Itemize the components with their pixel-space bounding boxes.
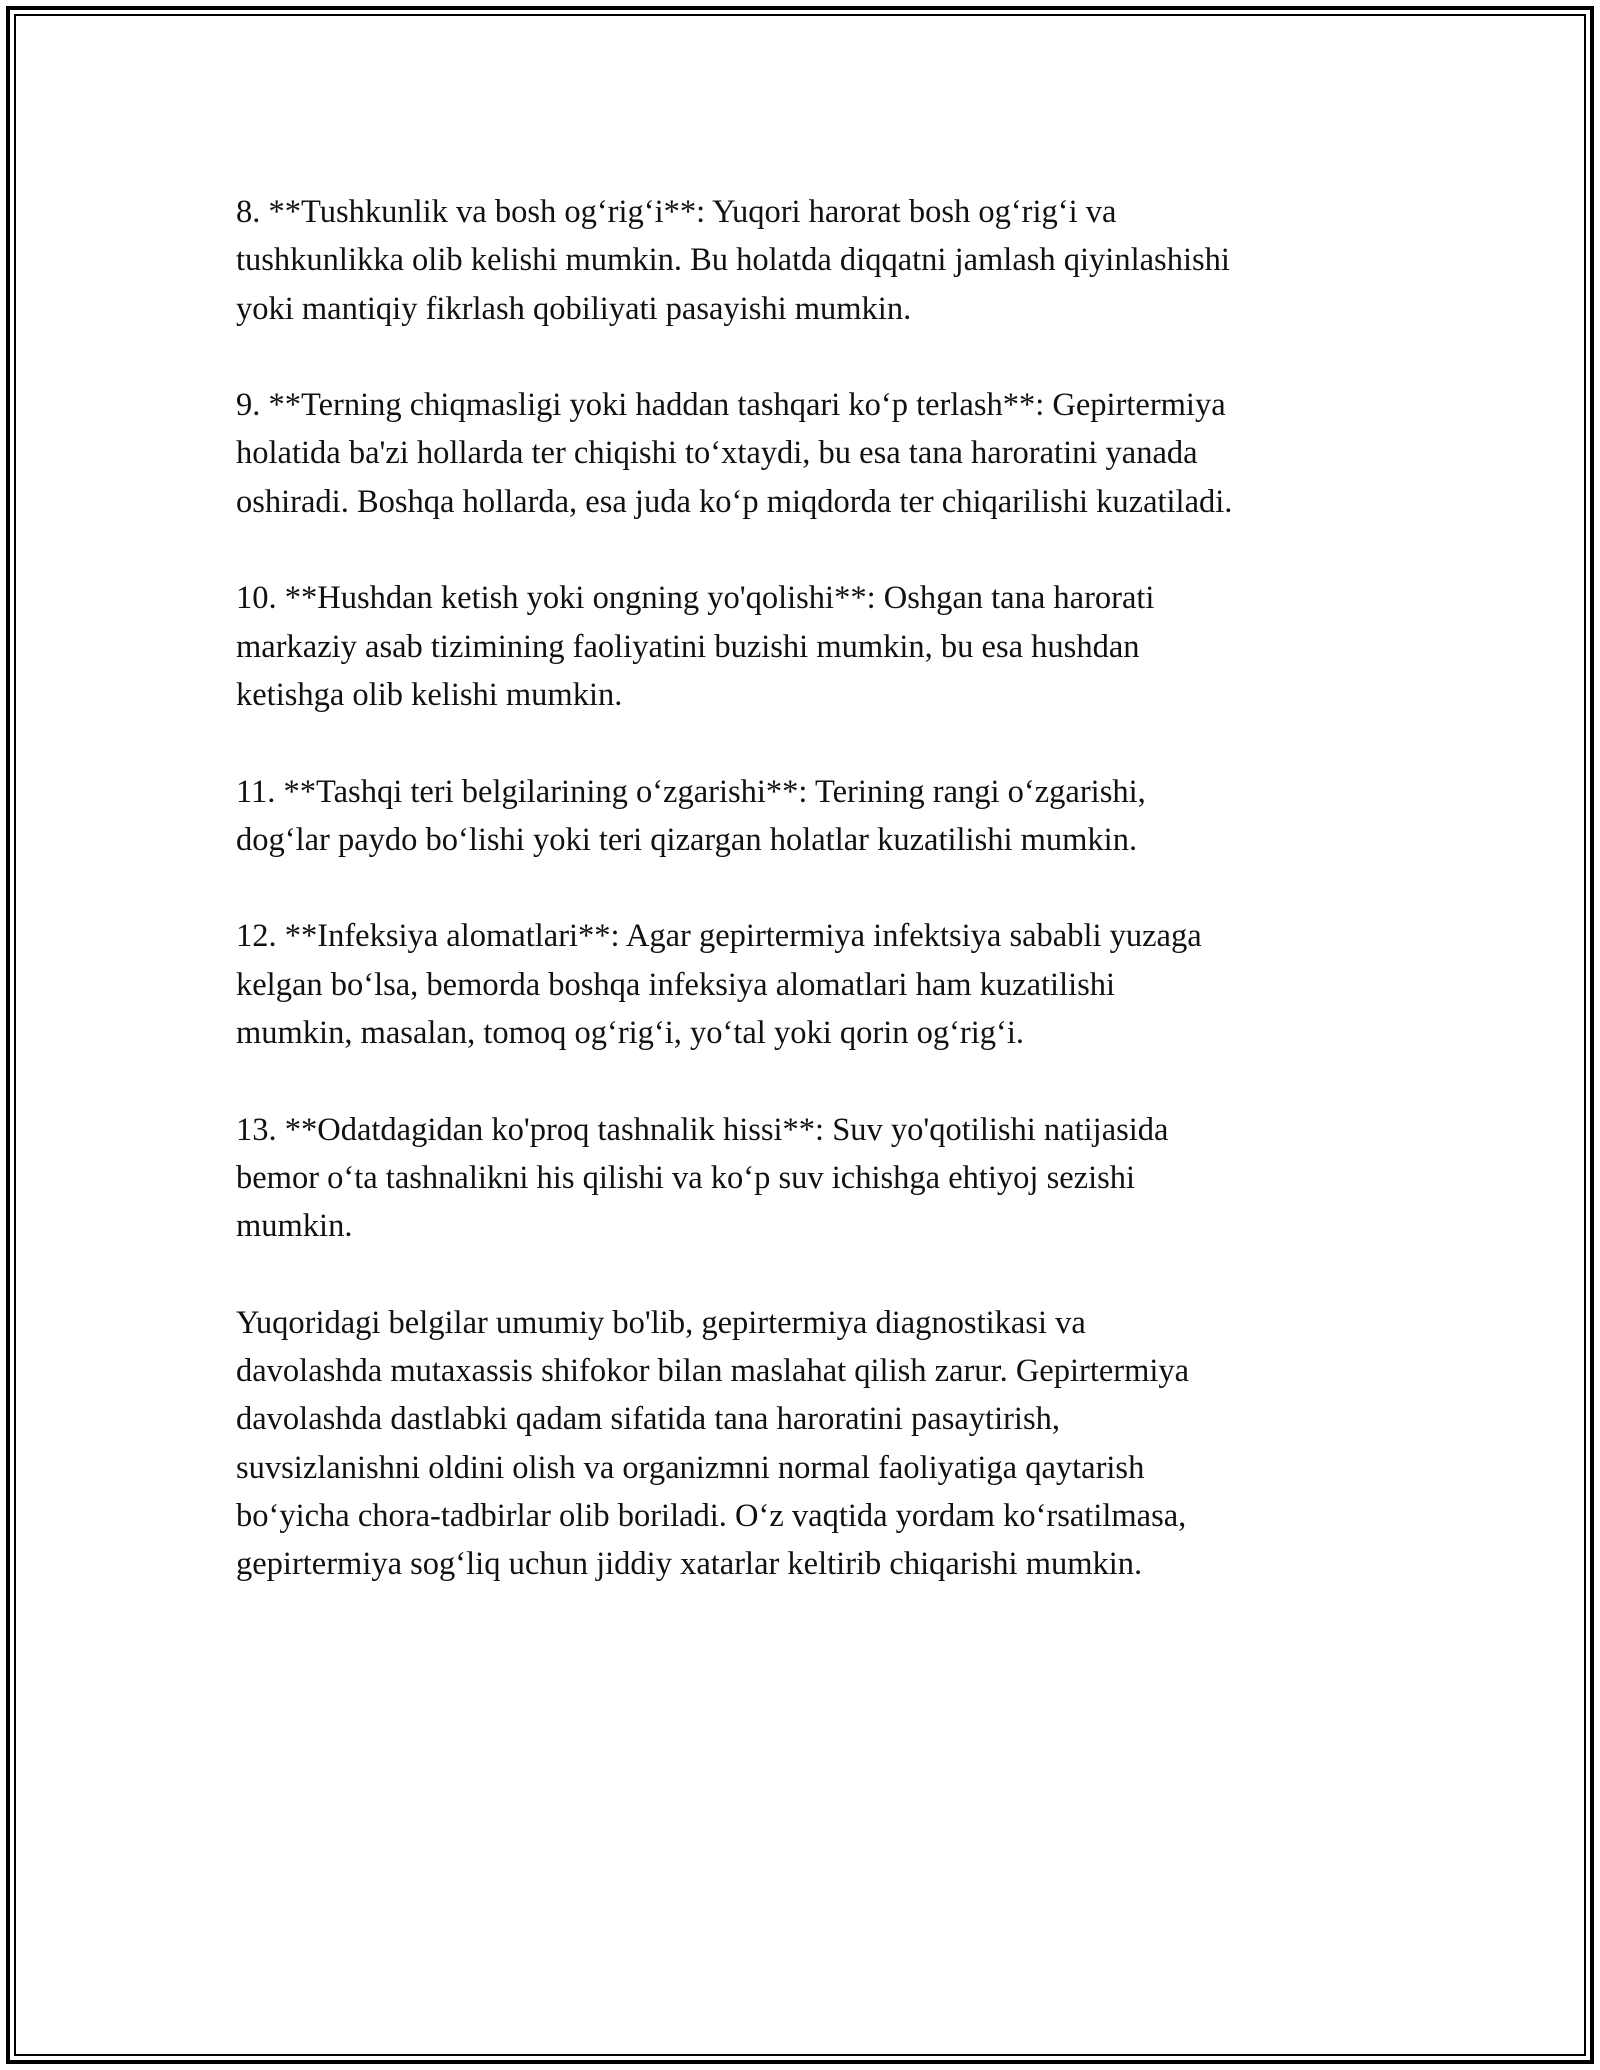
paragraph-item-11: 11. **Tashqi teri belgilarining o‘zgarishi**: Terining rangi o‘zgarishi, dog‘lar paydo bo‘lishi yoki teri qizargan holatlar kuzatilishi mumkin. [236,773,1146,858]
paragraph-item-13: 13. **Odatdagidan ko'proq tashnalik hissi**: Suv yo'qotilishi natijasida bemor o‘ta tashnalikni his qilishi va ko‘p suv ichishga ehtiyoj sezishi mumkin. [236,1111,1169,1245]
paragraph-item-8: 8. **Tushkunlik va bosh og‘rig‘i**: Yuqori harorat bosh og‘rig‘i va tushkunlikka olib kelishi mumkin. Bu holatda diqqatni jamlash qiyinlashishi yoki mantiqiy fikrlash qobiliyati pasayishi mumkin. [236,194,1230,327]
paragraph-item-9: 9. **Terning chiqmasligi yoki haddan tashqari ko‘p terlash**: Gepirtermiya holatida ba'zi hollarda ter chiqishi to‘xtaydi, bu esa tana haroratini yanada oshiradi. Boshqa hollarda, esa juda ko‘p miqdorda ter chiqarilishi kuzatiladi. [236,387,1233,520]
document-body [236,188,1376,1637]
paragraph-item-12: 12. **Infeksiya alomatlari**: Agar gepirtermiya infektsiya sababli yuzaga kelgan bo‘lsa, bemorda boshqa infeksiya alomatlari ham kuzatilishi mumkin, masalan, tomoq og‘rig‘i, yo‘tal yoki qorin og‘rig‘i. [236,918,1202,1052]
paragraph-item-10: 10. **Hushdan ketish yoki ongning yo'qolishi**: Oshgan tana harorati markaziy asab tizimining faoliyatini buzishi mumkin, bu esa hushdan ketishga olib kelishi mumkin. [236,580,1155,713]
conclusion-paragraph: Yuqoridagi belgilar umumiy bo'lib, gepirtermiya diagnostikasi va davolashda mutaxassis shifokor bilan maslahat qilish zarur. Gepirtermiya davolashda dastlabki qadam sifatida tana haroratini pasaytirish, suvsizlanishni oldini olish va organizmni normal faoliyatiga qaytarish bo‘yicha chora-tadbirlar olib boriladi. O‘z vaqtida yordam ko‘rsatilmasa, gepirtermiya sog‘liq uchun jiddiy xatarlar keltirib chiqarishi mumkin. [236,1304,1190,1583]
